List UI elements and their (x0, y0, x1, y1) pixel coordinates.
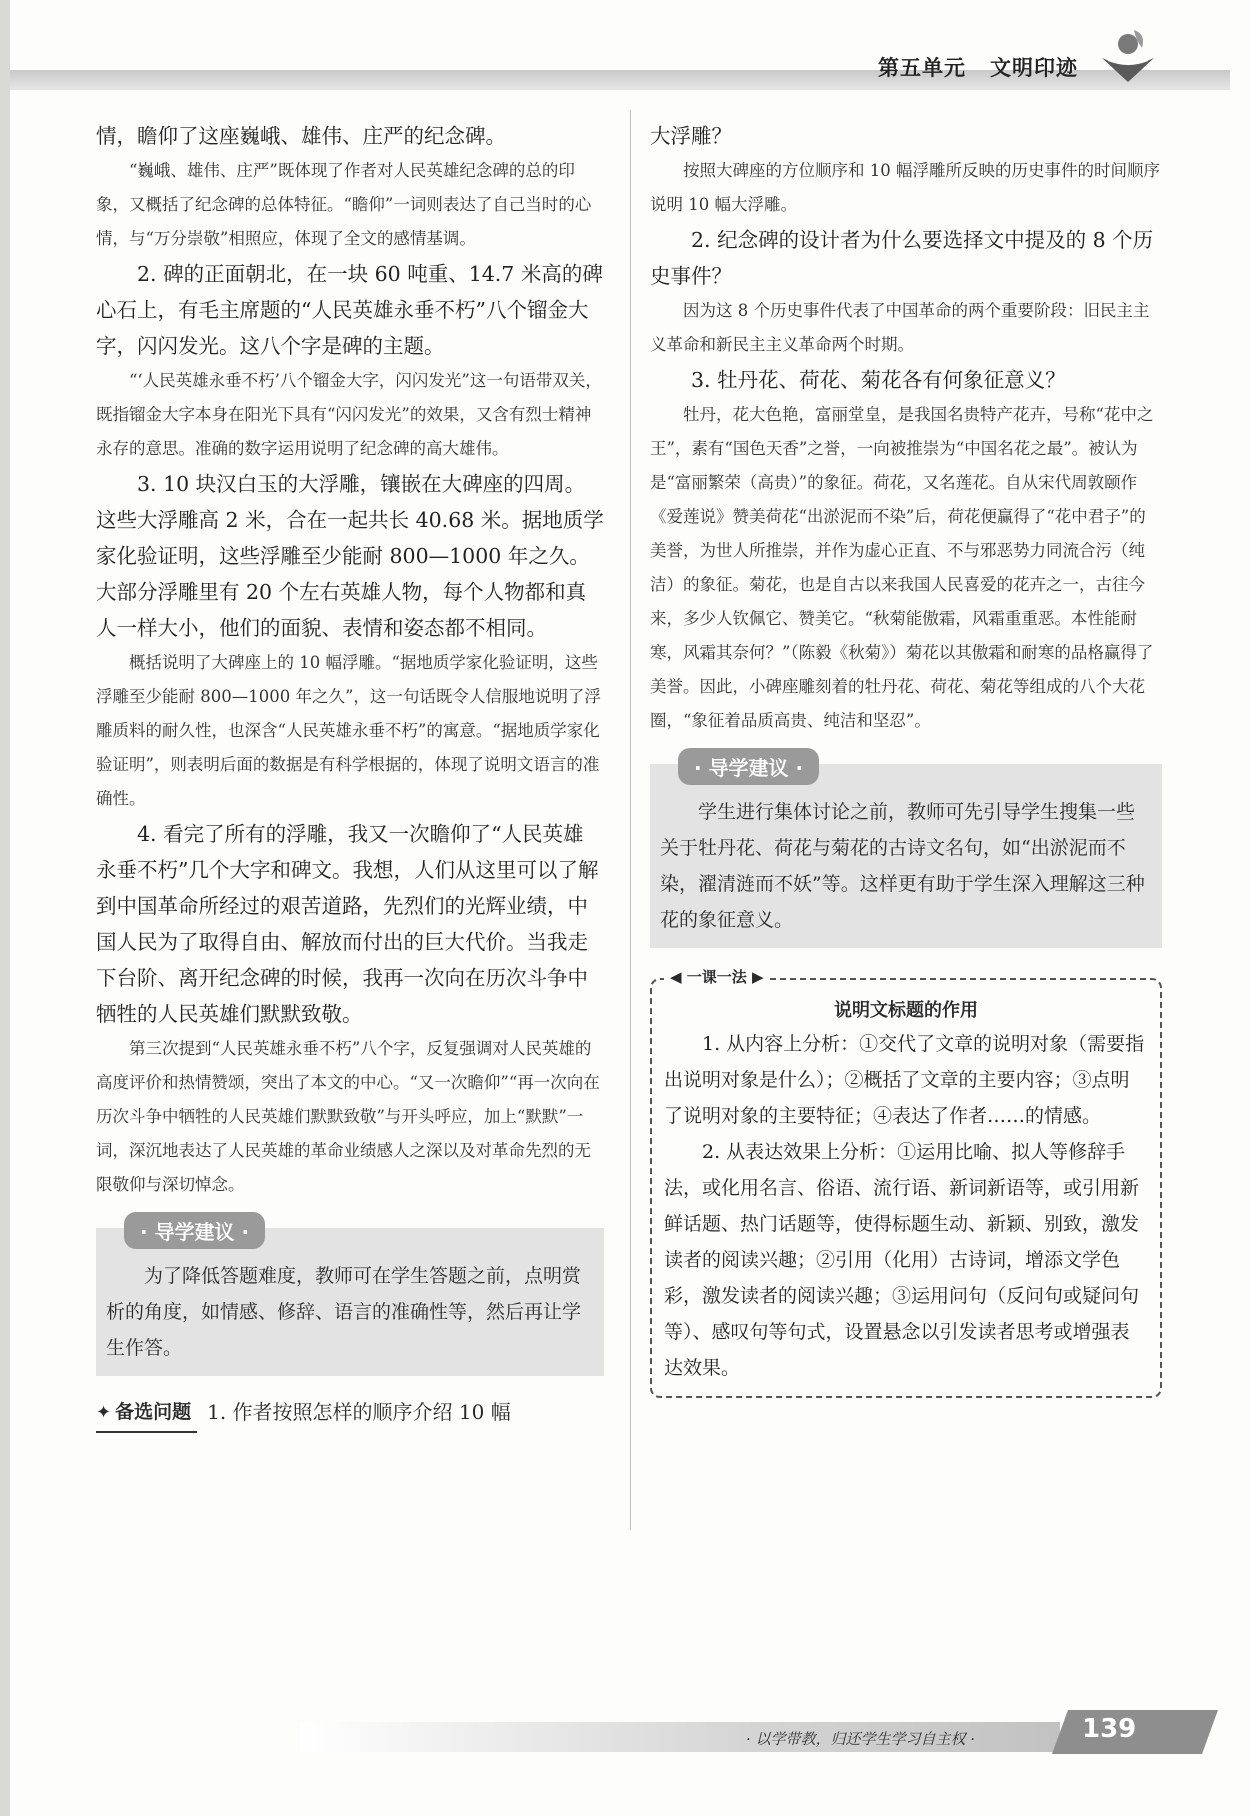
unit-label: 第五单元 (878, 56, 966, 80)
alternate-answer-3: 牡丹，花大色艳，富丽堂皇，是我国名贵特产花卉，号称“花中之王”，素有“国色天香”之誉，一向被推崇为“中国名花之最”。被认为是“富丽繁荣（高贵）”的象征。荷花，又名莲花。自从宋代周敦颐作《爱莲说》赞美荷花“出淤泥而不染”后，荷花便赢得了“花中君子”的美誉，为世人所推崇，并作为虚心正直、不与邪恶势力同流合污（纯洁）的象征。菊花，也是自古以来我国人民喜爱的花卉之一，古往今来，多少人钦佩它、赞美它。“秋菊能傲霜，风霜重重恶。本性能耐寒，风霜其奈何？”（陈毅《秋菊》）菊花以其傲霜和耐寒的品格赢得了美誉。因此，小碑座雕刻着的牡丹花、荷花、菊花等组成的八个大花圈，“象征着品质高贵、纯洁和坚忍”。 (650, 405, 1154, 730)
footer-slogan: · 以学带教，归还学生学习自主权 · (746, 1730, 976, 1748)
one-lesson-one-method-box (650, 968, 1162, 1398)
alternate-answer-2: 因为这 8 个历史事件代表了中国革命的两个重要阶段：旧民主主义革命和新民主主义革命两个时期。 (650, 301, 1150, 354)
alternate-question-1-cont: 大浮雕？ (650, 124, 732, 148)
star-icon: ✦ (96, 1402, 112, 1423)
alternate-questions (96, 1394, 604, 1433)
method-point-2: 2. 从表达效果上分析：①运用比喻、拟人等修辞手法，或化用名言、俗语、流行语、新词新语等，或引用新鲜话题、热门话题等，使得标题生动、新颖、别致，激发读者的阅读兴趣；②引用（化用）古诗词，增添文学色彩，激发读者的阅读兴趣；③运用问句（反问句或疑问句等）、感叹句等句式，设置悬念以引发读者思考或增强表达效果。 (664, 1141, 1140, 1379)
alternate-question-1: 1. 作者按照怎样的顺序介绍 10 幅 (207, 1400, 511, 1424)
question-1-end: 情，瞻仰了这座巍峨、雄伟、庄严的纪念碑。 (96, 124, 506, 148)
teaching-tip-text: 为了降低答题难度，教师可在学生答题之前，点明赏析的角度，如情感、修辞、语言的准确性等，然后再让学生作答。 (106, 1265, 582, 1359)
method-point-1: 1. 从内容上分析：①交代了文章的说明对象（需要指出说明对象是什么）；②概括了文章的主要内容；③点明了说明对象的主要特征；④表达了作者……的情感。 (664, 1033, 1145, 1127)
question-4: 4. 看完了所有的浮雕，我又一次瞻仰了“人民英雄永垂不朽”几个大字和碑文。我想，人们从这里可以了解到中国革命所经过的艰苦道路，先烈们的光辉业绩，中国人民为了取得自由、解放而付出的巨大代价。当我走下台阶、离开纪念碑的时候，我再一次向在历次斗争中牺牲的人民英雄们默默致敬。 (96, 822, 599, 1026)
question-3: 3. 10 块汉白玉的大浮雕，镶嵌在大碑座的四周。这些大浮雕高 2 米，合在一起共长 40.68 米。据地质学家化验证明，这些浮雕至少能耐 800—1000 年之久。大部分浮雕里有 20 个左右英雄人物，每个人物都和真人一样大小，他们的面貌、表情和姿态都不相同。 (96, 472, 604, 640)
alternate-question-2: 2. 纪念碑的设计者为什么要选择文中提及的 8 个历史事件？ (650, 228, 1154, 288)
teaching-tip-text-right: 学生进行集体讨论之前，教师可先引导学生搜集一些关于牡丹花、荷花与菊花的古诗文名句，如“出淤泥而不染，濯清涟而不妖”等。这样更有助于学生深入理解这三种花的象征意义。 (660, 801, 1145, 931)
alternate-question-3: 3. 牡丹花、荷花、菊花各有何象征意义？ (691, 368, 1066, 392)
page-number: 139 (1082, 1714, 1137, 1744)
book-leaf-logo-icon (1096, 24, 1160, 88)
question-2: 2. 碑的正面朝北，在一块 60 吨重、14.7 米高的碑心石上，有毛主席题的“人民英雄永垂不朽”八个镏金大字，闪闪发光。这八个字是碑的主题。 (96, 262, 603, 358)
answer-1: “巍峨、雄伟、庄严”既体现了作者对人民英雄纪念碑的总的印象，又概括了纪念碑的总体特征。“瞻仰”一词则表达了自己当时的心情，与“万分崇敬”相照应，体现了全文的感情基调。 (96, 161, 592, 248)
method-title: 说明文标题的作用 (834, 1000, 978, 1021)
alternate-questions-label: ✦ 备选问题 (96, 1394, 197, 1433)
answer-3: 概括说明了大碑座上的 10 幅浮雕。“据地质学家化验证明，这些浮雕至少能耐 800—1000 年之久”，这一句话既令人信服地说明了浮雕质料的耐久性，也深含“人民英雄永垂不朽”的寓意。“据地质学家化验证明”，则表明后面的数据是有科学根据的，体现了说明文语言的准确性。 (96, 653, 601, 808)
alternate-answer-1: 按照大碑座的方位顺序和 10 幅浮雕所反映的历史事件的时间顺序说明 10 幅大浮雕。 (650, 161, 1160, 214)
scan-edge (0, 0, 10, 1816)
answer-4: 第三次提到“人民英雄永垂不朽”八个字，反复强调对人民英雄的高度评价和热情赞颂，突出了本文的中心。“又一次瞻仰”“再一次向在历次斗争中牺牲的人民英雄们默默致敬”与开头呼应，加上“默默”一词，深沉地表达了人民英雄的革命业绩感人之深以及对革命先烈的无限敬仰与深切悼念。 (96, 1039, 600, 1194)
teaching-tip-label-right: · 导学建议 · (678, 748, 819, 785)
teaching-tip-box (96, 1220, 604, 1376)
method-label: ◀ 一课一法 ▶ (664, 966, 770, 987)
left-column (96, 118, 604, 1433)
answer-2: “‘人民英雄永垂不朽’八个镏金大字，闪闪发光”这一句语带双关，既指镏金大字本身在阳光下具有“闪闪发光”的效果，又含有烈士精神永存的意思。准确的数字运用说明了纪念碑的高大雄伟。 (96, 371, 602, 458)
header-title (878, 52, 1078, 82)
teaching-tip-label: · 导学建议 · (124, 1212, 265, 1249)
right-column (650, 118, 1162, 1398)
unit-title: 文明印迹 (990, 56, 1078, 80)
teaching-tip-box-right (650, 756, 1162, 948)
column-divider (630, 110, 631, 1530)
